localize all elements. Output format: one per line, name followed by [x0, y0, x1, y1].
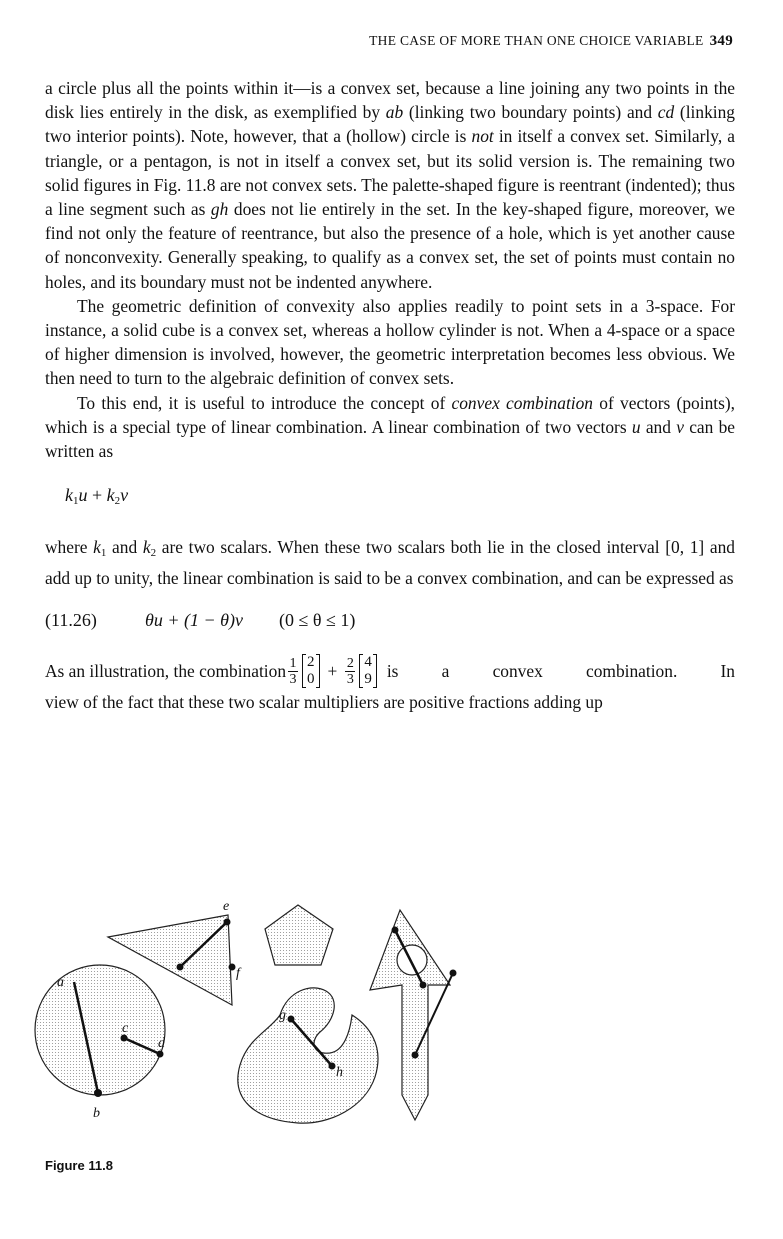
equation-body: θu + (1 − θ)v — [145, 609, 243, 630]
page-number: 349 — [709, 33, 733, 49]
running-title: THE CASE OF MORE THAN ONE CHOICE VARIABLE — [369, 33, 704, 48]
key-shape — [370, 910, 450, 1120]
label-a: a — [57, 975, 64, 990]
figure-caption: Figure 11.8 — [45, 1158, 113, 1173]
illustration-line: As an illustration, the combination $\frac{1}{3}$ 2 0 + $\frac{2}{3}$ 4 9 is a convex combination. In — [45, 654, 735, 688]
label-h: h — [336, 1065, 343, 1080]
body-text — [45, 76, 735, 714]
paragraph-2: The geometric definition of convexity also applies readily to point sets in a 3-space. For instance, a solid cube is a convex set, whereas a hollow cylinder is not. When a 4-space or a space of higher dimension is involved, however, the geometric interpretation becomes less obvious. We then need to turn to the algebraic definition of convex sets. — [45, 295, 735, 389]
paragraph-1: a circle plus all the points within it—is a convex set, because a line joining any two points in the disk lies entirely in the disk, as exemplified by ab (linking two boundary points) and cd (linking two interior points). Note, however, that a (hollow) circle is not in itself a convex set. Similarly, a triangle, or a pentagon, is not in itself a convex set, but its solid version is. The remaining two solid figures in Fig. 11.8 are not convex sets. The palette-shaped figure is reentrant (indented); thus a line segment such as gh does not lie entirely in the set. In the key-shaped figure, moreover, we find not only the feature of reentrance, but also the presence of a hole, which is yet another cause of nonconvexity. Generally speaking, to qualify as a convex set, the set of points must contain no holes, and its boundary must not be indented anywhere. — [45, 78, 735, 292]
paragraph-3: To this end, it is useful to introduce the concept of convex combination of vectors (points), which is a special type of linear combination. A linear combination of two vectors u and v can be written as — [45, 392, 736, 462]
label-f: f — [236, 966, 240, 981]
label-e: e — [223, 899, 230, 914]
paragraph-5-continued: view of the fact that these two scalar multipliers are positive fractions adding up — [45, 692, 603, 713]
key-hole — [397, 945, 427, 975]
solid-disk-shape — [35, 965, 165, 1095]
label-c: c — [122, 1021, 129, 1036]
linear-combination-expression: $k_1u + k_2v$ — [65, 485, 129, 508]
vector-2-0: 2 0 — [302, 654, 320, 688]
label-d: d — [158, 1036, 165, 1051]
label-b: b — [93, 1106, 100, 1121]
vector-4-9: 4 9 — [359, 654, 377, 688]
palette-shape — [238, 988, 378, 1123]
equation-condition: (0 ≤ θ ≤ 1) — [278, 609, 356, 630]
running-header — [369, 33, 733, 50]
fraction-one-third: $\frac{1}{3}$ — [289, 655, 297, 687]
label-g: g — [279, 1008, 286, 1023]
equation-number: (11.26) — [45, 609, 97, 630]
figure-11-8 — [30, 895, 490, 1155]
fraction-two-thirds: $\frac{2}{3}$ — [346, 655, 354, 687]
solid-pentagon-shape — [265, 905, 333, 965]
equation-11-26 — [45, 608, 735, 632]
paragraph-4: where $k_1$ and $k_2$ are two scalars. When these two scalars both lie in the closed interval [0, 1] and add up to unity, the linear combination is said to be a convex combination, and can be expressed as — [45, 537, 735, 588]
